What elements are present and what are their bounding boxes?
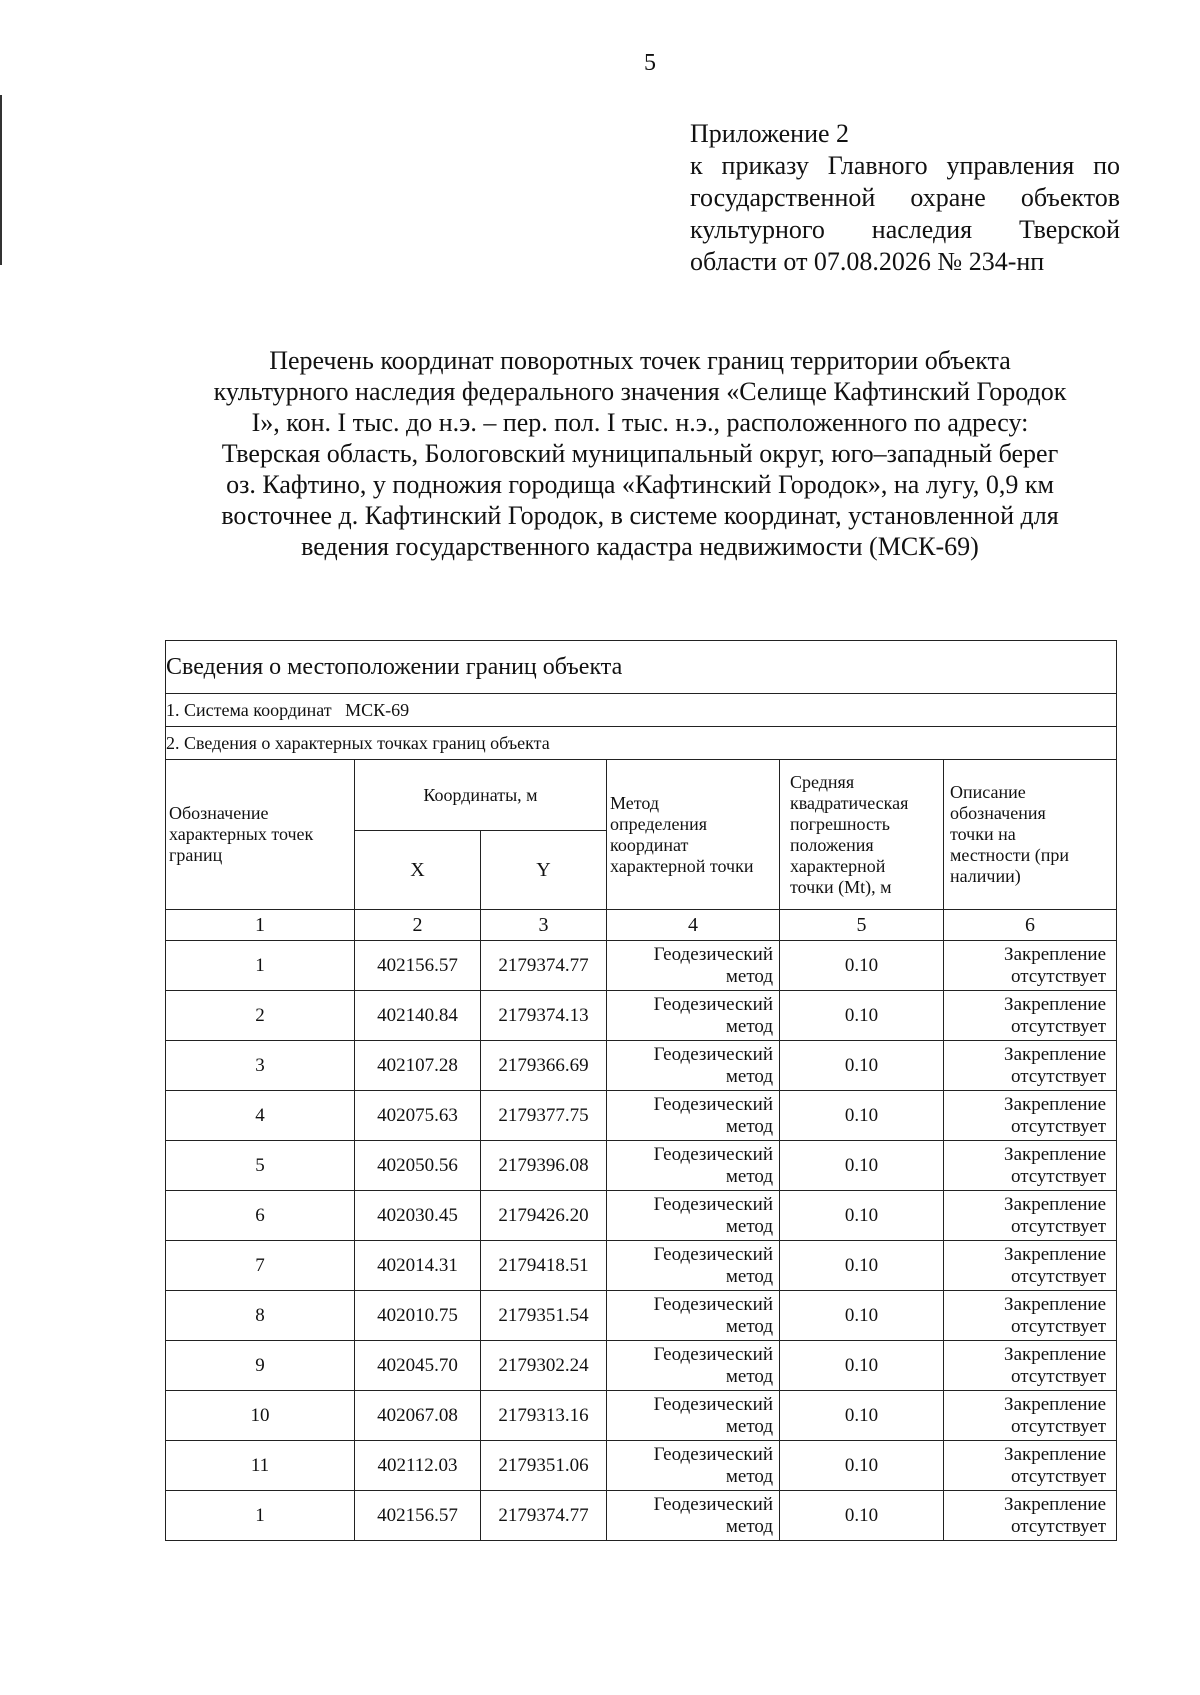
error-value: 0.10 [780, 1141, 944, 1191]
error-value: 0.10 [780, 1091, 944, 1141]
appendix-line: к приказу Главного управления по [690, 151, 1120, 180]
coord-system-row: 1. Система координат МСК-69 [166, 694, 1117, 727]
appendix-line: Приложение 2 [690, 119, 850, 148]
x-coordinate: 402140.84 [355, 991, 481, 1041]
method-cell: Геодезический метод [607, 1341, 780, 1391]
y-coordinate: 2179302.24 [481, 1341, 607, 1391]
point-number: 5 [166, 1141, 355, 1191]
description-cell: Закрепление отсутствует [944, 1041, 1117, 1091]
title-line: восточнее д. Кафтинский Городок, в системе координат, установленной для [221, 501, 1059, 530]
description-cell: Закрепление отсутствует [944, 1091, 1117, 1141]
method-cell: Геодезический метод [607, 1491, 780, 1541]
y-coordinate: 2179374.77 [481, 1491, 607, 1541]
header-coordinates: Координаты, м [355, 760, 607, 831]
error-value: 0.10 [780, 1291, 944, 1341]
table-row [166, 1291, 1117, 1341]
x-coordinate: 402050.56 [355, 1141, 481, 1191]
description-cell: Закрепление отсутствует [944, 941, 1117, 991]
description-cell: Закрепление отсутствует [944, 1441, 1117, 1491]
x-coordinate: 402156.57 [355, 1491, 481, 1541]
description-cell: Закрепление отсутствует [944, 1241, 1117, 1291]
y-coordinate: 2179374.77 [481, 941, 607, 991]
table-row [166, 1491, 1117, 1541]
description-cell: Закрепление отсутствует [944, 1191, 1117, 1241]
table-row [166, 941, 1117, 991]
title-line: Перечень координат поворотных точек границ территории объекта [269, 346, 1011, 375]
column-number-row [166, 910, 1117, 941]
table-row [166, 1241, 1117, 1291]
x-coordinate: 402156.57 [355, 941, 481, 991]
header-x: X [355, 831, 481, 910]
point-number: 1 [166, 941, 355, 991]
error-value: 0.10 [780, 1341, 944, 1391]
error-value: 0.10 [780, 941, 944, 991]
method-cell: Геодезический метод [607, 991, 780, 1041]
point-number: 8 [166, 1291, 355, 1341]
header-error: Средняя квадратическая погрешность положения характерной точки (Mt), м [780, 760, 944, 910]
x-coordinate: 402030.45 [355, 1191, 481, 1241]
table-row [166, 1091, 1117, 1141]
point-number: 10 [166, 1391, 355, 1441]
table-row [166, 1391, 1117, 1441]
method-cell: Геодезический метод [607, 1191, 780, 1241]
page-number: 5 [644, 50, 656, 76]
y-coordinate: 2179366.69 [481, 1041, 607, 1091]
y-coordinate: 2179351.54 [481, 1291, 607, 1341]
method-cell: Геодезический метод [607, 941, 780, 991]
column-number: 3 [481, 910, 607, 941]
table-row [166, 1341, 1117, 1391]
table-row [166, 1441, 1117, 1491]
error-value: 0.10 [780, 1041, 944, 1091]
method-cell: Геодезический метод [607, 1041, 780, 1091]
x-coordinate: 402010.75 [355, 1291, 481, 1341]
x-coordinate: 402107.28 [355, 1041, 481, 1091]
table-body [166, 941, 1117, 1541]
header-designation: Обозначение характерных точек границ [166, 760, 355, 910]
column-number: 5 [780, 910, 944, 941]
title-line: I», кон. I тыс. до н.э. – пер. пол. I тыс. н.э., расположенного по адресу: [251, 408, 1029, 437]
appendix-note [690, 118, 1120, 278]
description-cell: Закрепление отсутствует [944, 1391, 1117, 1441]
method-cell: Геодезический метод [607, 1441, 780, 1491]
title-line: культурного наследия федерального значения «Селище Кафтинский Городок [213, 377, 1067, 406]
x-coordinate: 402067.08 [355, 1391, 481, 1441]
x-coordinate: 402014.31 [355, 1241, 481, 1291]
column-number: 2 [355, 910, 481, 941]
y-coordinate: 2179351.06 [481, 1441, 607, 1491]
table-row [166, 1191, 1117, 1241]
description-cell: Закрепление отсутствует [944, 1341, 1117, 1391]
error-value: 0.10 [780, 1441, 944, 1491]
column-number: 6 [944, 910, 1117, 941]
point-number: 3 [166, 1041, 355, 1091]
error-value: 0.10 [780, 1241, 944, 1291]
header-y: Y [481, 831, 607, 910]
x-coordinate: 402075.63 [355, 1091, 481, 1141]
title-line: ведения государственного кадастра недвижимости (МСК-69) [301, 532, 979, 561]
method-cell: Геодезический метод [607, 1291, 780, 1341]
error-value: 0.10 [780, 1391, 944, 1441]
appendix-line: государственной охране объектов [690, 183, 1120, 212]
description-cell: Закрепление отсутствует [944, 1491, 1117, 1541]
point-number: 1 [166, 1491, 355, 1541]
description-cell: Закрепление отсутствует [944, 1141, 1117, 1191]
y-coordinate: 2179396.08 [481, 1141, 607, 1191]
method-cell: Геодезический метод [607, 1241, 780, 1291]
error-value: 0.10 [780, 991, 944, 1041]
y-coordinate: 2179374.13 [481, 991, 607, 1041]
table-row [166, 1041, 1117, 1091]
point-number: 7 [166, 1241, 355, 1291]
y-coordinate: 2179418.51 [481, 1241, 607, 1291]
error-value: 0.10 [780, 1191, 944, 1241]
x-coordinate: 402112.03 [355, 1441, 481, 1491]
point-number: 2 [166, 991, 355, 1041]
appendix-line: культурного наследия Тверской [690, 215, 1120, 244]
points-heading-row: 2. Сведения о характерных точках границ объекта [166, 727, 1117, 760]
column-number: 1 [166, 910, 355, 941]
scan-edge-mark [0, 95, 2, 265]
table-row [166, 1141, 1117, 1191]
document-title [160, 345, 1120, 562]
description-cell: Закрепление отсутствует [944, 1291, 1117, 1341]
table-row [166, 991, 1117, 1041]
column-number: 4 [607, 910, 780, 941]
point-number: 6 [166, 1191, 355, 1241]
point-number: 9 [166, 1341, 355, 1391]
point-number: 4 [166, 1091, 355, 1141]
point-number: 11 [166, 1441, 355, 1491]
coordinates-table [165, 640, 1117, 1541]
method-cell: Геодезический метод [607, 1391, 780, 1441]
title-line: оз. Кафтино, у подножия городища «Кафтинский Городок», на лугу, 0,9 км [226, 470, 1054, 499]
table-title: Сведения о местоположении границ объекта [166, 641, 1117, 694]
method-cell: Геодезический метод [607, 1091, 780, 1141]
header-method: Метод определения координат характерной точки [607, 760, 780, 910]
error-value: 0.10 [780, 1491, 944, 1541]
appendix-line: области от 07.08.2026 № 234-нп [690, 247, 1045, 276]
y-coordinate: 2179426.20 [481, 1191, 607, 1241]
description-cell: Закрепление отсутствует [944, 991, 1117, 1041]
y-coordinate: 2179313.16 [481, 1391, 607, 1441]
method-cell: Геодезический метод [607, 1141, 780, 1191]
header-description: Описание обозначения точки на местности (при наличии) [944, 760, 1117, 910]
x-coordinate: 402045.70 [355, 1341, 481, 1391]
title-line: Тверская область, Бологовский муниципальный округ, юго–западный берег [221, 439, 1059, 468]
y-coordinate: 2179377.75 [481, 1091, 607, 1141]
